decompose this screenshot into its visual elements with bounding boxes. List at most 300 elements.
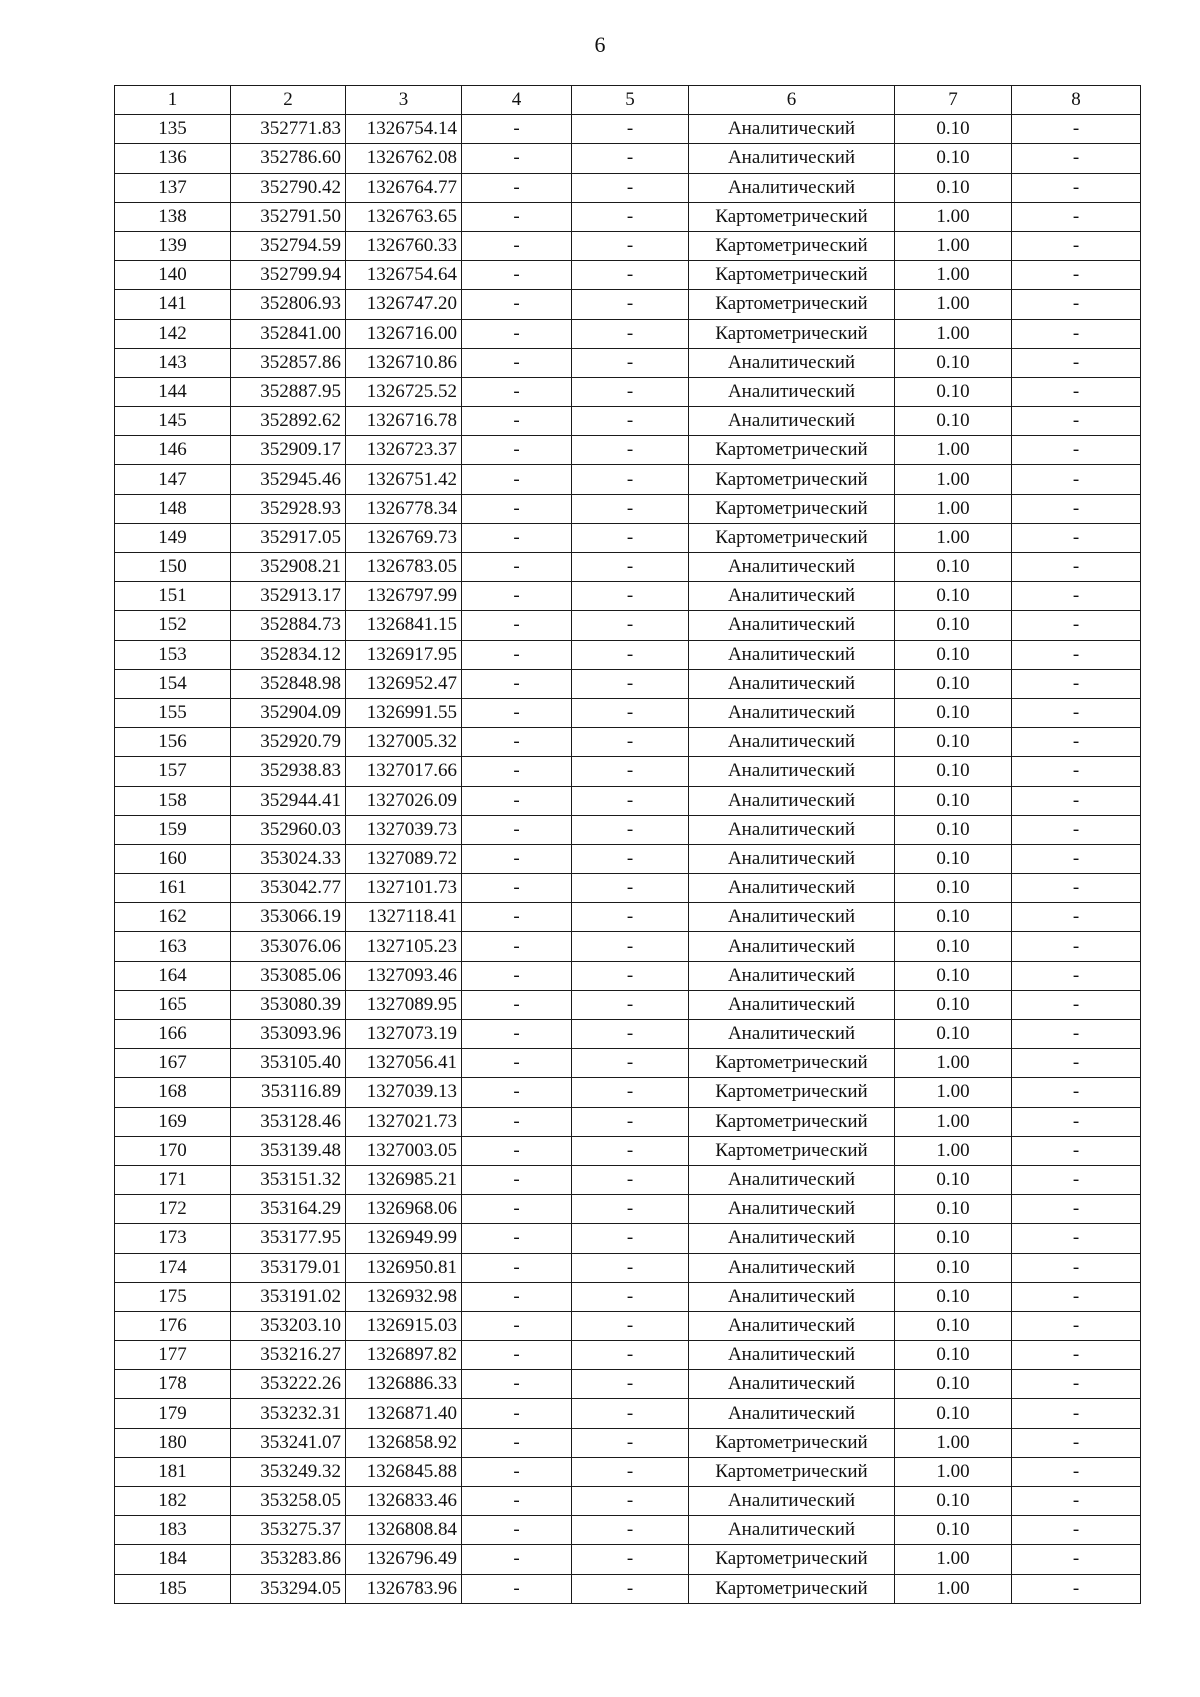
y-coordinate-cell: 1327039.73: [346, 815, 462, 844]
table-row: [115, 494, 1141, 523]
point-number-cell: 182: [115, 1487, 231, 1516]
point-number-cell: 169: [115, 1107, 231, 1136]
accuracy-cell: 0.10: [895, 1370, 1012, 1399]
col-8-cell: -: [1012, 990, 1141, 1019]
y-coordinate-cell: 1326751.42: [346, 465, 462, 494]
table-row: [115, 757, 1141, 786]
col-4-cell: -: [462, 582, 572, 611]
method-cell: Аналитический: [689, 640, 895, 669]
table-row: [115, 1428, 1141, 1457]
col-4-cell: -: [462, 494, 572, 523]
method-cell: Аналитический: [689, 1224, 895, 1253]
col-5-cell: -: [572, 1428, 689, 1457]
y-coordinate-cell: 1326952.47: [346, 669, 462, 698]
method-cell: Картометрический: [689, 202, 895, 231]
method-cell: Аналитический: [689, 144, 895, 173]
accuracy-cell: 0.10: [895, 815, 1012, 844]
x-coordinate-cell: 353042.77: [231, 874, 346, 903]
accuracy-cell: 0.10: [895, 1253, 1012, 1282]
col-8-cell: -: [1012, 1487, 1141, 1516]
method-cell: Картометрический: [689, 319, 895, 348]
col-4-cell: -: [462, 903, 572, 932]
x-coordinate-cell: 353151.32: [231, 1165, 346, 1194]
col-8-cell: -: [1012, 1574, 1141, 1603]
point-number-cell: 180: [115, 1428, 231, 1457]
y-coordinate-cell: 1326796.49: [346, 1545, 462, 1574]
point-number-cell: 168: [115, 1078, 231, 1107]
col-5-cell: -: [572, 407, 689, 436]
col-4-cell: -: [462, 1487, 572, 1516]
y-coordinate-cell: 1326760.33: [346, 231, 462, 260]
col-5-cell: -: [572, 1370, 689, 1399]
col-4-cell: -: [462, 1341, 572, 1370]
point-number-cell: 144: [115, 377, 231, 406]
y-coordinate-cell: 1326985.21: [346, 1165, 462, 1194]
y-coordinate-cell: 1326858.92: [346, 1428, 462, 1457]
y-coordinate-cell: 1327118.41: [346, 903, 462, 932]
table-row: [115, 874, 1141, 903]
col-4-cell: -: [462, 1020, 572, 1049]
x-coordinate-cell: 352841.00: [231, 319, 346, 348]
method-cell: Аналитический: [689, 377, 895, 406]
y-coordinate-cell: 1326917.95: [346, 640, 462, 669]
accuracy-cell: 0.10: [895, 1195, 1012, 1224]
col-5-cell: -: [572, 231, 689, 260]
col-5-cell: -: [572, 1516, 689, 1545]
y-coordinate-cell: 1326797.99: [346, 582, 462, 611]
table-row: [115, 1370, 1141, 1399]
x-coordinate-cell: 352944.41: [231, 786, 346, 815]
method-cell: Картометрический: [689, 261, 895, 290]
column-header-5: 5: [572, 86, 689, 115]
y-coordinate-cell: 1326783.96: [346, 1574, 462, 1603]
table-row: [115, 1078, 1141, 1107]
x-coordinate-cell: 352799.94: [231, 261, 346, 290]
col-4-cell: -: [462, 815, 572, 844]
col-8-cell: -: [1012, 728, 1141, 757]
method-cell: Аналитический: [689, 1487, 895, 1516]
col-8-cell: -: [1012, 874, 1141, 903]
table-row: [115, 1224, 1141, 1253]
method-cell: Аналитический: [689, 348, 895, 377]
table-row: [115, 377, 1141, 406]
method-cell: Картометрический: [689, 465, 895, 494]
y-coordinate-cell: 1326783.05: [346, 553, 462, 582]
col-5-cell: -: [572, 319, 689, 348]
col-4-cell: -: [462, 611, 572, 640]
x-coordinate-cell: 352857.86: [231, 348, 346, 377]
point-number-cell: 181: [115, 1457, 231, 1486]
y-coordinate-cell: 1326716.78: [346, 407, 462, 436]
point-number-cell: 157: [115, 757, 231, 786]
method-cell: Аналитический: [689, 874, 895, 903]
method-cell: Картометрический: [689, 231, 895, 260]
accuracy-cell: 0.10: [895, 407, 1012, 436]
table-row: [115, 640, 1141, 669]
y-coordinate-cell: 1326764.77: [346, 173, 462, 202]
accuracy-cell: 0.10: [895, 669, 1012, 698]
table-row: [115, 1487, 1141, 1516]
accuracy-cell: 0.10: [895, 582, 1012, 611]
point-number-cell: 142: [115, 319, 231, 348]
method-cell: Картометрический: [689, 494, 895, 523]
col-5-cell: -: [572, 1399, 689, 1428]
table-row: [115, 523, 1141, 552]
col-4-cell: -: [462, 1545, 572, 1574]
col-8-cell: -: [1012, 1428, 1141, 1457]
method-cell: Аналитический: [689, 407, 895, 436]
col-5-cell: -: [572, 348, 689, 377]
accuracy-cell: 0.10: [895, 844, 1012, 873]
col-5-cell: -: [572, 377, 689, 406]
col-8-cell: -: [1012, 173, 1141, 202]
col-8-cell: -: [1012, 523, 1141, 552]
table-row: [115, 553, 1141, 582]
x-coordinate-cell: 353222.26: [231, 1370, 346, 1399]
y-coordinate-cell: 1327021.73: [346, 1107, 462, 1136]
col-5-cell: -: [572, 1487, 689, 1516]
x-coordinate-cell: 352928.93: [231, 494, 346, 523]
col-8-cell: -: [1012, 1457, 1141, 1486]
method-cell: Аналитический: [689, 786, 895, 815]
y-coordinate-cell: 1326710.86: [346, 348, 462, 377]
col-5-cell: -: [572, 144, 689, 173]
point-number-cell: 146: [115, 436, 231, 465]
x-coordinate-cell: 352938.83: [231, 757, 346, 786]
y-coordinate-cell: 1326762.08: [346, 144, 462, 173]
x-coordinate-cell: 353203.10: [231, 1311, 346, 1340]
col-4-cell: -: [462, 1428, 572, 1457]
y-coordinate-cell: 1326991.55: [346, 698, 462, 727]
method-cell: Аналитический: [689, 844, 895, 873]
col-8-cell: -: [1012, 115, 1141, 144]
x-coordinate-cell: 352806.93: [231, 290, 346, 319]
col-4-cell: -: [462, 231, 572, 260]
col-8-cell: -: [1012, 1253, 1141, 1282]
method-cell: Аналитический: [689, 961, 895, 990]
y-coordinate-cell: 1326841.15: [346, 611, 462, 640]
col-8-cell: -: [1012, 1370, 1141, 1399]
table-row: [115, 319, 1141, 348]
col-5-cell: -: [572, 611, 689, 640]
x-coordinate-cell: 352887.95: [231, 377, 346, 406]
table-row: [115, 1136, 1141, 1165]
x-coordinate-cell: 353076.06: [231, 932, 346, 961]
accuracy-cell: 0.10: [895, 786, 1012, 815]
col-4-cell: -: [462, 757, 572, 786]
point-number-cell: 185: [115, 1574, 231, 1603]
table-row: [115, 786, 1141, 815]
x-coordinate-cell: 353275.37: [231, 1516, 346, 1545]
y-coordinate-cell: 1326769.73: [346, 523, 462, 552]
col-4-cell: -: [462, 1224, 572, 1253]
y-coordinate-cell: 1327089.95: [346, 990, 462, 1019]
col-8-cell: -: [1012, 1107, 1141, 1136]
accuracy-cell: 1.00: [895, 465, 1012, 494]
col-5-cell: -: [572, 1224, 689, 1253]
x-coordinate-cell: 352794.59: [231, 231, 346, 260]
col-5-cell: -: [572, 553, 689, 582]
col-5-cell: -: [572, 786, 689, 815]
x-coordinate-cell: 353249.32: [231, 1457, 346, 1486]
method-cell: Аналитический: [689, 1516, 895, 1545]
method-cell: Картометрический: [689, 1107, 895, 1136]
table-row: [115, 1195, 1141, 1224]
x-coordinate-cell: 352791.50: [231, 202, 346, 231]
col-5-cell: -: [572, 1574, 689, 1603]
table-row: [115, 669, 1141, 698]
col-8-cell: -: [1012, 144, 1141, 173]
x-coordinate-cell: 352884.73: [231, 611, 346, 640]
col-4-cell: -: [462, 1165, 572, 1194]
col-4-cell: -: [462, 1370, 572, 1399]
x-coordinate-cell: 353164.29: [231, 1195, 346, 1224]
col-4-cell: -: [462, 202, 572, 231]
y-coordinate-cell: 1326747.20: [346, 290, 462, 319]
col-5-cell: -: [572, 494, 689, 523]
col-8-cell: -: [1012, 1195, 1141, 1224]
x-coordinate-cell: 353216.27: [231, 1341, 346, 1370]
col-4-cell: -: [462, 436, 572, 465]
point-number-cell: 171: [115, 1165, 231, 1194]
x-coordinate-cell: 353179.01: [231, 1253, 346, 1282]
col-5-cell: -: [572, 582, 689, 611]
accuracy-cell: 0.10: [895, 698, 1012, 727]
point-number-cell: 149: [115, 523, 231, 552]
point-number-cell: 162: [115, 903, 231, 932]
table-row: [115, 961, 1141, 990]
col-4-cell: -: [462, 377, 572, 406]
x-coordinate-cell: 353128.46: [231, 1107, 346, 1136]
col-5-cell: -: [572, 1020, 689, 1049]
point-number-cell: 175: [115, 1282, 231, 1311]
accuracy-cell: 1.00: [895, 1428, 1012, 1457]
x-coordinate-cell: 352790.42: [231, 173, 346, 202]
table-row: [115, 173, 1141, 202]
point-number-cell: 170: [115, 1136, 231, 1165]
point-number-cell: 172: [115, 1195, 231, 1224]
accuracy-cell: 1.00: [895, 290, 1012, 319]
col-8-cell: -: [1012, 231, 1141, 260]
point-number-cell: 183: [115, 1516, 231, 1545]
accuracy-cell: 0.10: [895, 377, 1012, 406]
x-coordinate-cell: 352786.60: [231, 144, 346, 173]
col-8-cell: -: [1012, 786, 1141, 815]
y-coordinate-cell: 1326763.65: [346, 202, 462, 231]
col-5-cell: -: [572, 1545, 689, 1574]
col-5-cell: -: [572, 465, 689, 494]
col-5-cell: -: [572, 874, 689, 903]
y-coordinate-cell: 1326778.34: [346, 494, 462, 523]
col-8-cell: -: [1012, 1224, 1141, 1253]
method-cell: Картометрический: [689, 1078, 895, 1107]
col-5-cell: -: [572, 1457, 689, 1486]
col-4-cell: -: [462, 1399, 572, 1428]
accuracy-cell: 0.10: [895, 903, 1012, 932]
x-coordinate-cell: 352913.17: [231, 582, 346, 611]
table-row: [115, 144, 1141, 173]
method-cell: Аналитический: [689, 1195, 895, 1224]
point-number-cell: 161: [115, 874, 231, 903]
col-4-cell: -: [462, 1311, 572, 1340]
col-4-cell: -: [462, 1516, 572, 1545]
col-8-cell: -: [1012, 1136, 1141, 1165]
y-coordinate-cell: 1327105.23: [346, 932, 462, 961]
method-cell: Аналитический: [689, 582, 895, 611]
table-row: [115, 1399, 1141, 1428]
accuracy-cell: 0.10: [895, 115, 1012, 144]
accuracy-cell: 1.00: [895, 1078, 1012, 1107]
col-8-cell: -: [1012, 202, 1141, 231]
accuracy-cell: 0.10: [895, 728, 1012, 757]
accuracy-cell: 0.10: [895, 1165, 1012, 1194]
point-number-cell: 138: [115, 202, 231, 231]
method-cell: Аналитический: [689, 1253, 895, 1282]
table-row: [115, 1253, 1141, 1282]
method-cell: Картометрический: [689, 1545, 895, 1574]
col-4-cell: -: [462, 407, 572, 436]
table-row: [115, 1020, 1141, 1049]
col-5-cell: -: [572, 202, 689, 231]
col-8-cell: -: [1012, 1078, 1141, 1107]
table-row: [115, 1165, 1141, 1194]
col-8-cell: -: [1012, 465, 1141, 494]
table-row: [115, 990, 1141, 1019]
table-row: [115, 1107, 1141, 1136]
x-coordinate-cell: 353105.40: [231, 1049, 346, 1078]
col-8-cell: -: [1012, 961, 1141, 990]
accuracy-cell: 1.00: [895, 202, 1012, 231]
table-row: [115, 115, 1141, 144]
x-coordinate-cell: 353116.89: [231, 1078, 346, 1107]
point-number-cell: 143: [115, 348, 231, 377]
table-row: [115, 728, 1141, 757]
col-4-cell: -: [462, 669, 572, 698]
col-4-cell: -: [462, 553, 572, 582]
x-coordinate-cell: 352920.79: [231, 728, 346, 757]
table-row: [115, 1545, 1141, 1574]
y-coordinate-cell: 1326754.14: [346, 115, 462, 144]
table-row: [115, 1457, 1141, 1486]
col-8-cell: -: [1012, 553, 1141, 582]
accuracy-cell: 0.10: [895, 990, 1012, 1019]
accuracy-cell: 0.10: [895, 348, 1012, 377]
col-8-cell: -: [1012, 1020, 1141, 1049]
coordinates-table: [114, 85, 1141, 1604]
col-5-cell: -: [572, 1136, 689, 1165]
point-number-cell: 165: [115, 990, 231, 1019]
col-5-cell: -: [572, 932, 689, 961]
x-coordinate-cell: 352904.09: [231, 698, 346, 727]
accuracy-cell: 0.10: [895, 1282, 1012, 1311]
method-cell: Картометрический: [689, 1457, 895, 1486]
y-coordinate-cell: 1327003.05: [346, 1136, 462, 1165]
col-8-cell: -: [1012, 640, 1141, 669]
col-5-cell: -: [572, 669, 689, 698]
accuracy-cell: 1.00: [895, 523, 1012, 552]
col-8-cell: -: [1012, 1049, 1141, 1078]
col-5-cell: -: [572, 1165, 689, 1194]
col-8-cell: -: [1012, 377, 1141, 406]
col-5-cell: -: [572, 523, 689, 552]
point-number-cell: 150: [115, 553, 231, 582]
accuracy-cell: 0.10: [895, 1224, 1012, 1253]
x-coordinate-cell: 353093.96: [231, 1020, 346, 1049]
method-cell: Аналитический: [689, 1282, 895, 1311]
col-4-cell: -: [462, 990, 572, 1019]
method-cell: Аналитический: [689, 611, 895, 640]
col-4-cell: -: [462, 115, 572, 144]
col-8-cell: -: [1012, 1282, 1141, 1311]
point-number-cell: 147: [115, 465, 231, 494]
col-8-cell: -: [1012, 261, 1141, 290]
col-4-cell: -: [462, 319, 572, 348]
table-row: [115, 844, 1141, 873]
x-coordinate-cell: 353258.05: [231, 1487, 346, 1516]
y-coordinate-cell: 1326716.00: [346, 319, 462, 348]
accuracy-cell: 0.10: [895, 1399, 1012, 1428]
x-coordinate-cell: 353024.33: [231, 844, 346, 873]
accuracy-cell: 0.10: [895, 757, 1012, 786]
table-row: [115, 1311, 1141, 1340]
point-number-cell: 160: [115, 844, 231, 873]
col-4-cell: -: [462, 1282, 572, 1311]
col-8-cell: -: [1012, 1399, 1141, 1428]
method-cell: Картометрический: [689, 523, 895, 552]
header-row: [115, 86, 1141, 115]
table-row: [115, 436, 1141, 465]
column-header-6: 6: [689, 86, 895, 115]
accuracy-cell: 0.10: [895, 1020, 1012, 1049]
col-5-cell: -: [572, 115, 689, 144]
method-cell: Аналитический: [689, 990, 895, 1019]
col-5-cell: -: [572, 1049, 689, 1078]
col-4-cell: -: [462, 844, 572, 873]
x-coordinate-cell: 353066.19: [231, 903, 346, 932]
col-8-cell: -: [1012, 1545, 1141, 1574]
x-coordinate-cell: 352908.21: [231, 553, 346, 582]
method-cell: Аналитический: [689, 903, 895, 932]
accuracy-cell: 0.10: [895, 144, 1012, 173]
col-8-cell: -: [1012, 319, 1141, 348]
table-body: [115, 115, 1141, 1604]
y-coordinate-cell: 1326833.46: [346, 1487, 462, 1516]
method-cell: Аналитический: [689, 728, 895, 757]
col-4-cell: -: [462, 640, 572, 669]
y-coordinate-cell: 1327089.72: [346, 844, 462, 873]
col-8-cell: -: [1012, 611, 1141, 640]
accuracy-cell: 1.00: [895, 231, 1012, 260]
table-row: [115, 231, 1141, 260]
col-5-cell: -: [572, 728, 689, 757]
point-number-cell: 156: [115, 728, 231, 757]
column-header-7: 7: [895, 86, 1012, 115]
point-number-cell: 173: [115, 1224, 231, 1253]
point-number-cell: 148: [115, 494, 231, 523]
y-coordinate-cell: 1326723.37: [346, 436, 462, 465]
point-number-cell: 176: [115, 1311, 231, 1340]
col-5-cell: -: [572, 173, 689, 202]
table-row: [115, 290, 1141, 319]
table-row: [115, 465, 1141, 494]
col-5-cell: -: [572, 757, 689, 786]
col-8-cell: -: [1012, 290, 1141, 319]
point-number-cell: 158: [115, 786, 231, 815]
y-coordinate-cell: 1326871.40: [346, 1399, 462, 1428]
y-coordinate-cell: 1326754.64: [346, 261, 462, 290]
point-number-cell: 145: [115, 407, 231, 436]
method-cell: Аналитический: [689, 1341, 895, 1370]
